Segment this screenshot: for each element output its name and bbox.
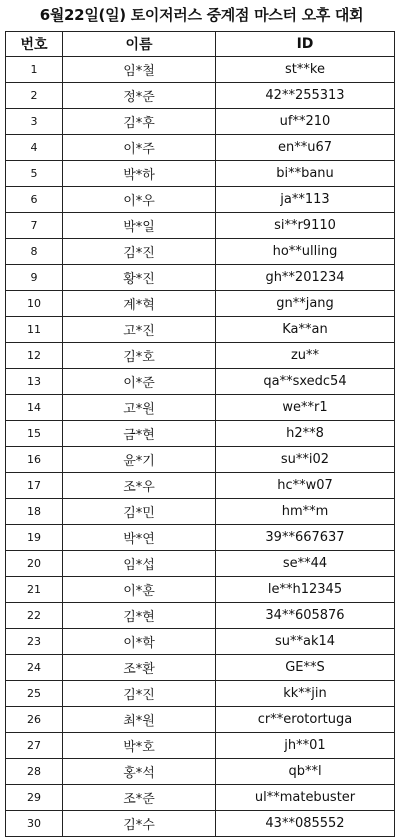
cell-number: 23 [6,629,63,655]
cell-id: cr**erotortuga [216,707,395,733]
cell-name: 정*준 [63,83,216,109]
cell-number: 18 [6,499,63,525]
cell-id: bi**banu [216,161,395,187]
cell-name: 김*수 [63,811,216,837]
cell-number: 27 [6,733,63,759]
cell-number: 11 [6,317,63,343]
cell-id: ho**ulling [216,239,395,265]
cell-id: we**r1 [216,395,395,421]
cell-name: 김*후 [63,109,216,135]
table-row [6,395,395,421]
cell-number: 13 [6,369,63,395]
cell-id: si**r9110 [216,213,395,239]
cell-id: su**ak14 [216,629,395,655]
cell-id: h2**8 [216,421,395,447]
cell-number: 5 [6,161,63,187]
cell-number: 6 [6,187,63,213]
cell-id: Ka**an [216,317,395,343]
cell-number: 20 [6,551,63,577]
table-row [6,343,395,369]
table-row [6,629,395,655]
table-row [6,577,395,603]
table-header-row [6,32,395,57]
cell-name: 김*민 [63,499,216,525]
cell-id: st**ke [216,57,395,83]
cell-id: le**h12345 [216,577,395,603]
cell-number: 16 [6,447,63,473]
table-row [6,733,395,759]
table-row [6,811,395,837]
table-row [6,109,395,135]
cell-id: ul**matebuster [216,785,395,811]
cell-id: 34**605876 [216,603,395,629]
column-header-id: ID [216,32,395,57]
cell-id: 43**085552 [216,811,395,837]
column-header-name: 이름 [63,32,216,57]
participant-table [5,31,395,837]
cell-name: 이*준 [63,369,216,395]
cell-name: 임*섭 [63,551,216,577]
cell-name: 홍*석 [63,759,216,785]
cell-name: 이*우 [63,187,216,213]
cell-name: 박*연 [63,525,216,551]
table-row [6,785,395,811]
cell-id: en**u67 [216,135,395,161]
table-row [6,681,395,707]
cell-name: 김*진 [63,681,216,707]
table-row [6,525,395,551]
table-row [6,187,395,213]
cell-number: 22 [6,603,63,629]
cell-name: 윤*기 [63,447,216,473]
cell-number: 30 [6,811,63,837]
cell-id: zu** [216,343,395,369]
cell-id: jh**01 [216,733,395,759]
cell-name: 박*하 [63,161,216,187]
table-row [6,291,395,317]
cell-name: 이*학 [63,629,216,655]
cell-number: 26 [6,707,63,733]
cell-name: 조*우 [63,473,216,499]
cell-number: 12 [6,343,63,369]
cell-id: gh**201234 [216,265,395,291]
cell-name: 조*환 [63,655,216,681]
cell-name: 고*원 [63,395,216,421]
cell-name: 김*현 [63,603,216,629]
table-row [6,421,395,447]
cell-id: se**44 [216,551,395,577]
cell-id: su**i02 [216,447,395,473]
table-row [6,135,395,161]
cell-id: kk**jin [216,681,395,707]
cell-number: 9 [6,265,63,291]
cell-id: qb**l [216,759,395,785]
cell-number: 3 [6,109,63,135]
page-title: 6월22일(일) 토이저러스 중계점 마스터 오후 대회 [39,6,364,24]
cell-name: 조*준 [63,785,216,811]
cell-number: 7 [6,213,63,239]
cell-number: 4 [6,135,63,161]
cell-name: 이*주 [63,135,216,161]
cell-number: 8 [6,239,63,265]
cell-name: 박*일 [63,213,216,239]
cell-id: ja**113 [216,187,395,213]
cell-number: 25 [6,681,63,707]
cell-id: uf**210 [216,109,395,135]
cell-number: 10 [6,291,63,317]
table-row [6,603,395,629]
cell-number: 15 [6,421,63,447]
cell-id: qa**sxedc54 [216,369,395,395]
table-row [6,551,395,577]
cell-number: 17 [6,473,63,499]
cell-number: 29 [6,785,63,811]
table-row [6,239,395,265]
cell-name: 계*혁 [63,291,216,317]
cell-name: 박*호 [63,733,216,759]
cell-id: 42**255313 [216,83,395,109]
table-row [6,759,395,785]
cell-number: 2 [6,83,63,109]
cell-id: GE**S [216,655,395,681]
table-row [6,213,395,239]
cell-number: 28 [6,759,63,785]
table-row [6,369,395,395]
cell-number: 14 [6,395,63,421]
table-row [6,265,395,291]
cell-name: 금*현 [63,421,216,447]
cell-number: 1 [6,57,63,83]
cell-name: 김*호 [63,343,216,369]
cell-number: 19 [6,525,63,551]
table-row [6,317,395,343]
table-row [6,499,395,525]
table-row [6,707,395,733]
cell-name: 이*훈 [63,577,216,603]
cell-name: 고*진 [63,317,216,343]
table-row [6,473,395,499]
cell-name: 황*진 [63,265,216,291]
cell-id: hc**w07 [216,473,395,499]
column-header-number: 번호 [6,32,63,57]
cell-name: 김*진 [63,239,216,265]
table-row [6,655,395,681]
cell-number: 24 [6,655,63,681]
cell-id: 39**667637 [216,525,395,551]
table-row [6,447,395,473]
cell-number: 21 [6,577,63,603]
table-row [6,161,395,187]
cell-name: 최*원 [63,707,216,733]
table-row [6,57,395,83]
cell-name: 임*철 [63,57,216,83]
cell-id: gn**jang [216,291,395,317]
cell-id: hm**m [216,499,395,525]
table-row [6,83,395,109]
